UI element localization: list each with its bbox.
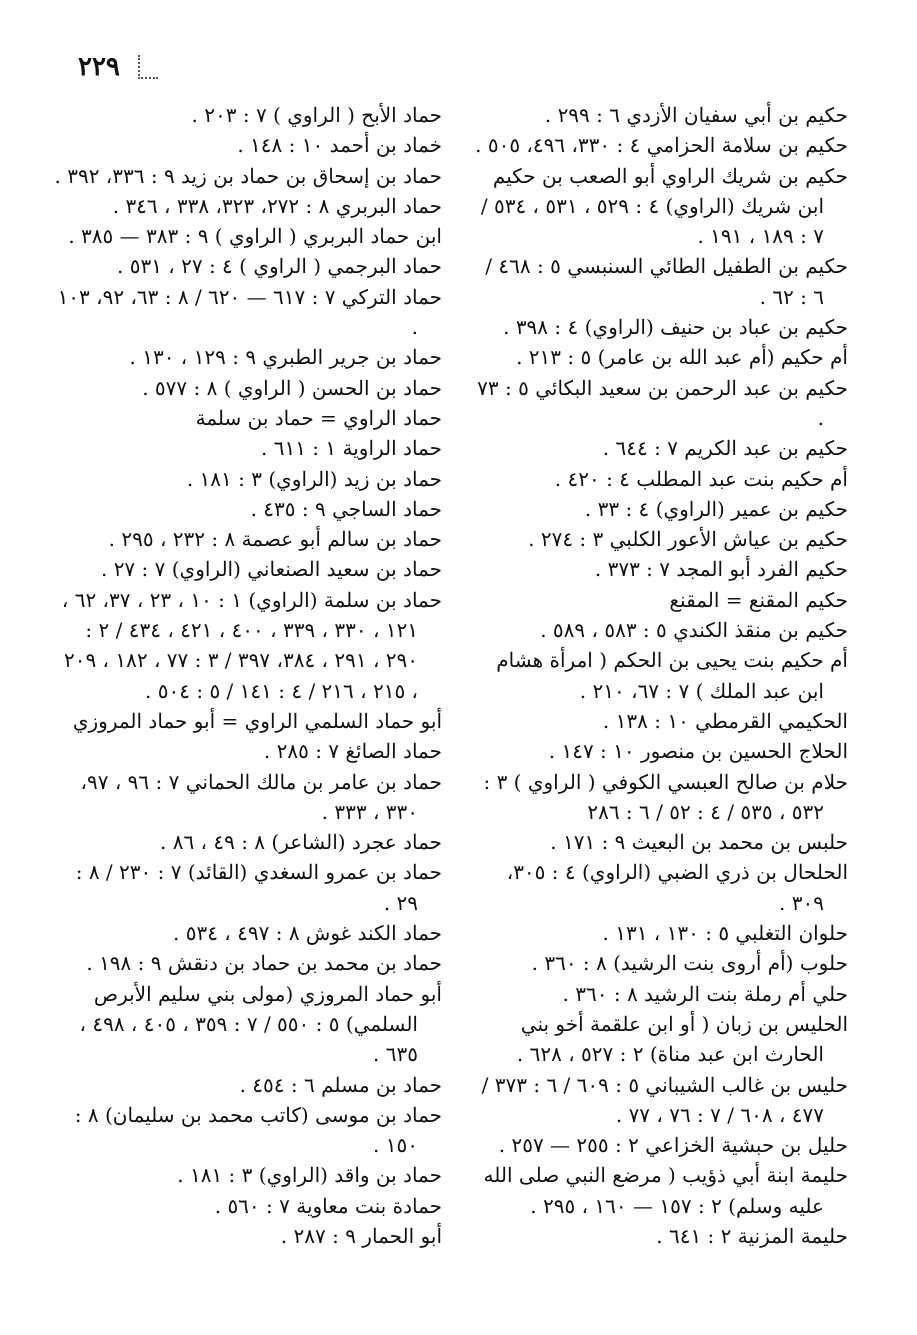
index-entry: حماد بن عامر بن مالك الحماني ٧ : ٩٦ ، ٩٧، ٣٣٠ ، ٣٣٣ . xyxy=(80,769,442,824)
index-entry: حماد الصائغ ٧ : ٢٨٥ . xyxy=(263,739,442,764)
index-entry: حماد التركي ٧ : ٦١٧ — ٦٢٠ / ٨ : ٦٣، ٩٢، ١٠٣ . xyxy=(57,284,442,340)
index-entry: حماد بن عمرو السغدي (القائد) ٧ : ٢٣٠ / ٨ : ٢٩ . xyxy=(75,860,442,915)
index-entry: الحليس بن زبان ( أو ابن علقمة أخو بني الحارث ابن عبد مناة) ٢ : ٥٢٧ ، ٦٢٨ . xyxy=(516,1011,848,1067)
index-entry: حليمة ابنة أبي ذؤيب ( مرضع النبي صلى الله عليه وسلم) ٢ : ١٥٧ — ١٦٠ ، ٢٩٥ . xyxy=(483,1163,848,1218)
index-entry: حماد الراوية ١ : ٦١١ . xyxy=(261,436,442,461)
index-entry: أبو حماد السلمي الراوي = أبو حماد المروزي xyxy=(72,708,442,733)
index-entry: حكيم بن عبد الرحمن بن سعيد البكائي ٥ : ٧٣ . xyxy=(477,375,848,430)
index-column-left xyxy=(52,100,442,1251)
index-entry: حماد بن واقد (الراوي) ٣ : ١٨١ . xyxy=(177,1163,442,1188)
page-header xyxy=(78,52,158,82)
index-entry: حماد بن سالم أبو عصمة ٨ : ٢٣٢ ، ٢٩٥ . xyxy=(108,527,442,552)
index-entry: حماد بن موسى (كاتب محمد بن سليمان) ٨ : ١٥٠ . xyxy=(74,1102,442,1158)
index-entry: حماد بن محمد بن حماد بن دنقش ٩ : ١٩٨ . xyxy=(86,951,442,976)
index-entry: حماد البرجمي ( الراوي ) ٤ : ٢٧ ، ٥٣١ . xyxy=(116,254,442,279)
index-entry: حكيم بن الطفيل الطائي السنبسي ٥ : ٤٦٨ / ٦ : ٦٢ . xyxy=(485,254,848,309)
index-entry: حليس بن غالب الشيباني ٥ : ٦٠٩ / ٦ : ٣٧٣ / ٤٧٧ ، ٦٠٨ / ٧ : ٧٦ ، ٧٧ . xyxy=(481,1072,848,1127)
index-entry: حلبس بن محمد بن البعيث ٩ : ١٧١ . xyxy=(550,830,848,855)
index-entry: حماد بن مسلم ٦ : ٤٥٤ . xyxy=(239,1072,442,1097)
index-entry: حماد بن الحسن ( الراوي ) ٨ : ٥٧٧ . xyxy=(142,375,442,400)
index-entry: الحلحال بن ذري الضبي (الراوي) ٤ : ٣٠٥، ٣٠٩ . xyxy=(506,860,848,915)
index-entry: حماد الساجي ٩ : ٤٣٥ . xyxy=(250,496,442,521)
index-entry: حماد البربري ٨ : ٢٧٢، ٣٢٣، ٣٣٨ ، ٣٤٦ . xyxy=(112,193,442,218)
index-entry: حماد بن جرير الطبري ٩ : ١٢٩ ، ١٣٠ . xyxy=(129,345,442,370)
index-entry: حماد الكند غوش ٨ : ٤٩٧ ، ٥٣٤ . xyxy=(173,921,442,946)
index-entry: حماد عجرد (الشاعر) ٨ : ٤٩ ، ٨٦ . xyxy=(159,830,442,855)
index-entry: حلي أم رملة بنت الرشيد ٨ : ٣٦٠ . xyxy=(562,981,848,1006)
index-entry: أم حكيم (أم عبد الله بن عامر) ٥ : ٢١٣ . xyxy=(516,345,848,370)
index-entry: حكيم بن عمير (الراوي) ٤ : ٣٣ . xyxy=(584,496,848,521)
index-entry: حلوب (أم أروى بنت الرشيد) ٨ : ٣٦٠ . xyxy=(531,951,848,976)
index-entry: الحكيمي القرمطي ١٠ : ١٣٨ . xyxy=(602,708,848,733)
corner-mark-icon xyxy=(138,55,158,79)
index-entry: أبو حماد المروزي (مولى بني سليم الأبرص السلمي) ٥ : ٥٥٠ / ٧ : ٣٥٩ ، ٤٠٥ ، ٤٩٨ ، ٦٣٥ . xyxy=(79,981,442,1067)
index-entry: حليمة المزنية ٢ : ٦٤١ . xyxy=(656,1223,848,1248)
index-entry: حكيم بن عبد الكريم ٧ : ٦٤٤ . xyxy=(602,436,848,461)
index-entry: حكيم بن شريك الراوي أبو الصعب بن حكيم ابن شريك (الراوي) ٤ : ٥٢٩ ، ٥٣١ ، ٥٣٤ / ٧ : ١٨٩ ، ١٩١ . xyxy=(480,163,848,249)
index-entry: حماد بن سعيد الصنعاني (الراوي) ٧ : ٢٧ . xyxy=(100,557,442,582)
index-entry: حليل بن حبشية الخزاعي ٢ : ٢٥٥ — ٢٥٧ . xyxy=(498,1133,848,1158)
index-entry: حكيم المقنع = المقنع xyxy=(669,587,848,612)
index-entry: أم حكيم بنت عبد المطلب ٤ : ٤٢٠ . xyxy=(554,466,848,491)
index-entry: خماد بن أحمد ١٠ : ١٤٨ . xyxy=(237,133,442,158)
index-entry: حكيم الفرد أبو المجد ٧ : ٣٧٣ . xyxy=(594,557,848,582)
index-entry: حماد الراوي = حماد بن سلمة xyxy=(195,405,442,430)
index-entry: ابن حماد البربري ( الراوي ) ٩ : ٣٨٣ — ٣٨٥ . xyxy=(68,224,442,249)
index-entry: حكيم بن سلامة الحزامي ٤ : ٣٣٠، ٤٩٦، ٥٠٥ . xyxy=(475,133,848,158)
index-entry: حمادة بنت معاوية ٧ : ٥٦٠ . xyxy=(214,1193,442,1218)
index-entry: حكيم بن أبي سفيان الأزدي ٦ : ٢٩٩ . xyxy=(544,103,848,127)
index-entry: حماد بن سلمة (الراوي) ١ : ١٠ ، ٢٣ ، ٣٧، ٦٢ ، ١٢١ ، ٣٣٠ ، ٣٣٩ ، ٤٠٠ ، ٤٢١ ، ٤٣٤ / ٢ : ٢٩٠ ، ٢٩١ ، ٣٨٤، ٣٩٧ / ٣ : ٧٧ ، ١٨٢ ، ٢٠٩ ، ٢١٥ ، ٢١٦ / ٤ : ١٤١ / ٥ : ٥٠٤ . xyxy=(61,587,442,703)
index-entry: حلام بن صالح العبسي الكوفي ( الراوي ) ٣ : ٥٣٢ ، ٥٣٥ / ٤ : ٥٢ / ٦ : ٢٨٦ xyxy=(483,769,848,824)
index-entry: حماد بن إسحاق بن حماد بن زيد ٩ : ٣٣٦، ٣٩٢ . xyxy=(54,163,442,188)
index-entry: حماد بن زيد (الراوي) ٣ : ١٨١ . xyxy=(186,466,442,491)
index-entry: حماد الأبح ( الراوي ) ٧ : ٢٠٣ . xyxy=(191,103,442,127)
index-entry: حكيم بن منقذ الكندي ٥ : ٥٨٣ ، ٥٨٩ . xyxy=(540,618,848,643)
index-entry: حكيم بن عباد بن حنيف (الراوي) ٤ : ٣٩٨ . xyxy=(503,315,848,340)
index-entry: أم حكيم بنت يحيى بن الحكم ( امرأة هشام ابن عبد الملك ) ٧ : ٦٧، ٢١٠ . xyxy=(496,648,848,703)
page-number: ٢٢٩ xyxy=(78,52,120,82)
index-entry: الحلاج الحسين بن منصور ١٠ : ١٤٧ . xyxy=(548,739,848,764)
index-column-right xyxy=(470,100,848,1251)
index-entry: أبو الحمار ٩ : ٢٨٧ . xyxy=(280,1223,442,1248)
index-entry: حكيم بن عياش الأعور الكلبي ٣ : ٢٧٤ . xyxy=(528,527,848,552)
index-entry: حلوان التغلبي ٥ : ١٣٠ ، ١٣١ . xyxy=(602,921,848,946)
